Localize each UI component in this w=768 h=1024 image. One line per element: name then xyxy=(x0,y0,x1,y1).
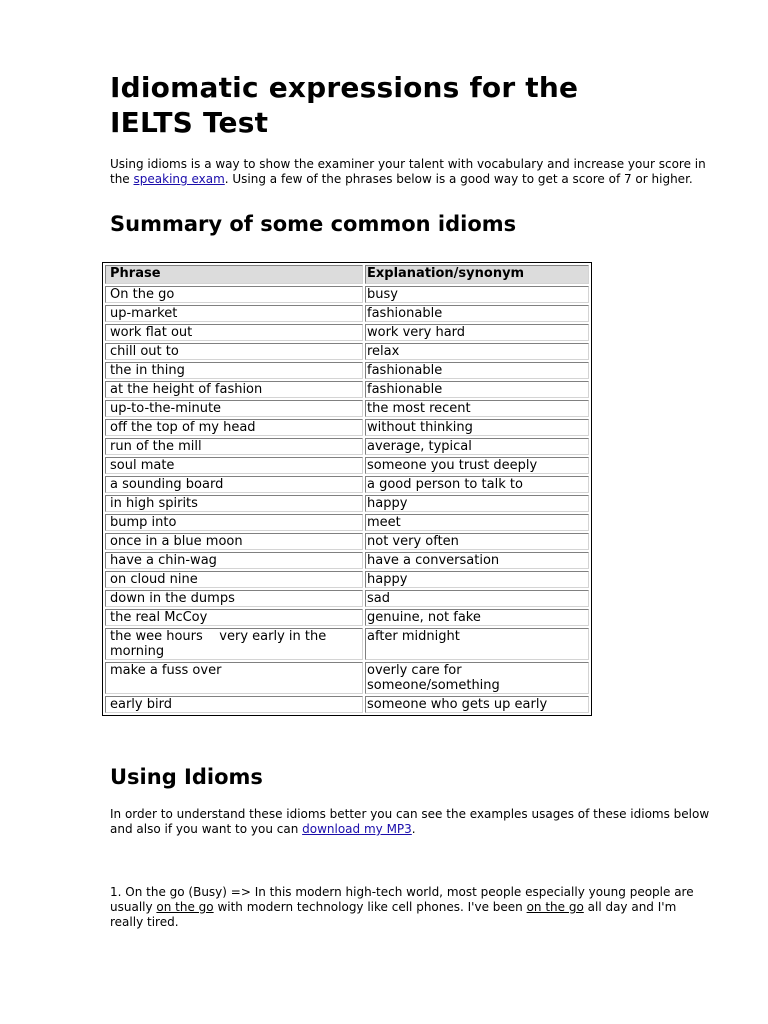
explanation-cell: without thinking xyxy=(365,419,589,436)
example-1-underlined-2: on the go xyxy=(526,900,584,914)
phrase-cell: On the go xyxy=(105,286,363,303)
table-row xyxy=(105,662,589,694)
phrase-cell: at the height of fashion xyxy=(105,381,363,398)
table-row xyxy=(105,343,589,360)
phrase-cell: run of the mill xyxy=(105,438,363,455)
example-1-text-3: all day and I'm really tired. xyxy=(110,900,677,929)
phrase-cell: the wee hours very early in the morning xyxy=(105,628,363,660)
explanation-cell: fashionable xyxy=(365,362,589,379)
table-row xyxy=(105,495,589,512)
table-row xyxy=(105,305,589,322)
table-row xyxy=(105,571,589,588)
table-row xyxy=(105,438,589,455)
explanation-cell: fashionable xyxy=(365,381,589,398)
page-title-line2: IELTS Test xyxy=(110,106,269,139)
using-text-before: In order to understand these idioms better you can see the examples usages of these idioms below and also if you want to you can xyxy=(110,807,710,836)
example-1-underlined-1: on the go xyxy=(156,900,214,914)
table-row xyxy=(105,457,589,474)
explanation-cell: busy xyxy=(365,286,589,303)
phrase-cell: early bird xyxy=(105,696,363,713)
using-idioms-heading: Using Idioms xyxy=(110,765,263,789)
explanation-cell: sad xyxy=(365,590,589,607)
using-idioms-section xyxy=(110,764,710,930)
explanation-cell: relax xyxy=(365,343,589,360)
explanation-cell: work very hard xyxy=(365,324,589,341)
phrase-cell: make a fuss over xyxy=(105,662,363,694)
table-row xyxy=(105,552,589,569)
explanation-cell: not very often xyxy=(365,533,589,550)
phrase-cell: a sounding board xyxy=(105,476,363,493)
explanation-cell: meet xyxy=(365,514,589,531)
explanation-cell: after midnight xyxy=(365,628,589,660)
phrase-cell: once in a blue moon xyxy=(105,533,363,550)
phrase-cell: work flat out xyxy=(105,324,363,341)
explanation-cell: a good person to talk to xyxy=(365,476,589,493)
article xyxy=(110,70,710,237)
phrase-cell: up-market xyxy=(105,305,363,322)
explanation-cell: the most recent xyxy=(365,400,589,417)
table-row xyxy=(105,400,589,417)
phrase-cell: down in the dumps xyxy=(105,590,363,607)
explanation-cell: happy xyxy=(365,495,589,512)
explanation-cell: happy xyxy=(365,571,589,588)
phrase-cell: the real McCoy xyxy=(105,609,363,626)
page-title-line1: Idiomatic expressions for the xyxy=(110,71,579,104)
table-row xyxy=(105,514,589,531)
explanation-cell: fashionable xyxy=(365,305,589,322)
explanation-cell: overly care for someone/something xyxy=(365,662,589,694)
explanation-cell: someone you trust deeply xyxy=(365,457,589,474)
example-1-text-2: with modern technology like cell phones. I've been xyxy=(213,900,527,914)
table-header-row xyxy=(105,265,589,284)
example-1-text-1: 1. On the go (Busy) => In this modern high-tech world, most people especially young people are usually xyxy=(110,885,694,914)
explanation-cell: have a conversation xyxy=(365,552,589,569)
intro-text-before: Using idioms is a way to show the examiner your talent with vocabulary and increase your score in the xyxy=(110,157,706,186)
table-row xyxy=(105,286,589,303)
phrase-cell: have a chin-wag xyxy=(105,552,363,569)
table-row xyxy=(105,696,589,713)
explanation-cell: genuine, not fake xyxy=(365,609,589,626)
download-mp3-link[interactable]: download my MP3 xyxy=(302,822,412,836)
phrase-cell: chill out to xyxy=(105,343,363,360)
idioms-table xyxy=(102,262,592,716)
using-text-after: . xyxy=(411,822,416,836)
table-row xyxy=(105,381,589,398)
speaking-exam-link[interactable]: speaking exam xyxy=(133,172,225,186)
intro-text-after: . Using a few of the phrases below is a good way to get a score of 7 or higher. xyxy=(224,172,693,186)
table-row xyxy=(105,628,589,660)
phrase-cell: bump into xyxy=(105,514,363,531)
phrase-cell: in high spirits xyxy=(105,495,363,512)
explanation-cell: average, typical xyxy=(365,438,589,455)
header-explanation: Explanation/synonym xyxy=(365,265,589,284)
page-title xyxy=(110,70,710,140)
phrase-cell: off the top of my head xyxy=(105,419,363,436)
table-row xyxy=(105,419,589,436)
example-1-paragraph xyxy=(110,885,710,930)
phrase-cell: on cloud nine xyxy=(105,571,363,588)
explanation-cell: someone who gets up early xyxy=(365,696,589,713)
phrase-cell: the in thing xyxy=(105,362,363,379)
table-row xyxy=(105,324,589,341)
header-phrase: Phrase xyxy=(105,265,363,284)
table-row xyxy=(105,609,589,626)
phrase-cell: up-to-the-minute xyxy=(105,400,363,417)
phrase-cell: soul mate xyxy=(105,457,363,474)
table-row xyxy=(105,590,589,607)
idioms-table-body xyxy=(105,286,589,713)
table-row xyxy=(105,362,589,379)
intro-paragraph xyxy=(110,157,710,187)
using-idioms-paragraph xyxy=(110,807,710,837)
table-row xyxy=(105,533,589,550)
summary-heading: Summary of some common idioms xyxy=(110,212,517,236)
table-row xyxy=(105,476,589,493)
